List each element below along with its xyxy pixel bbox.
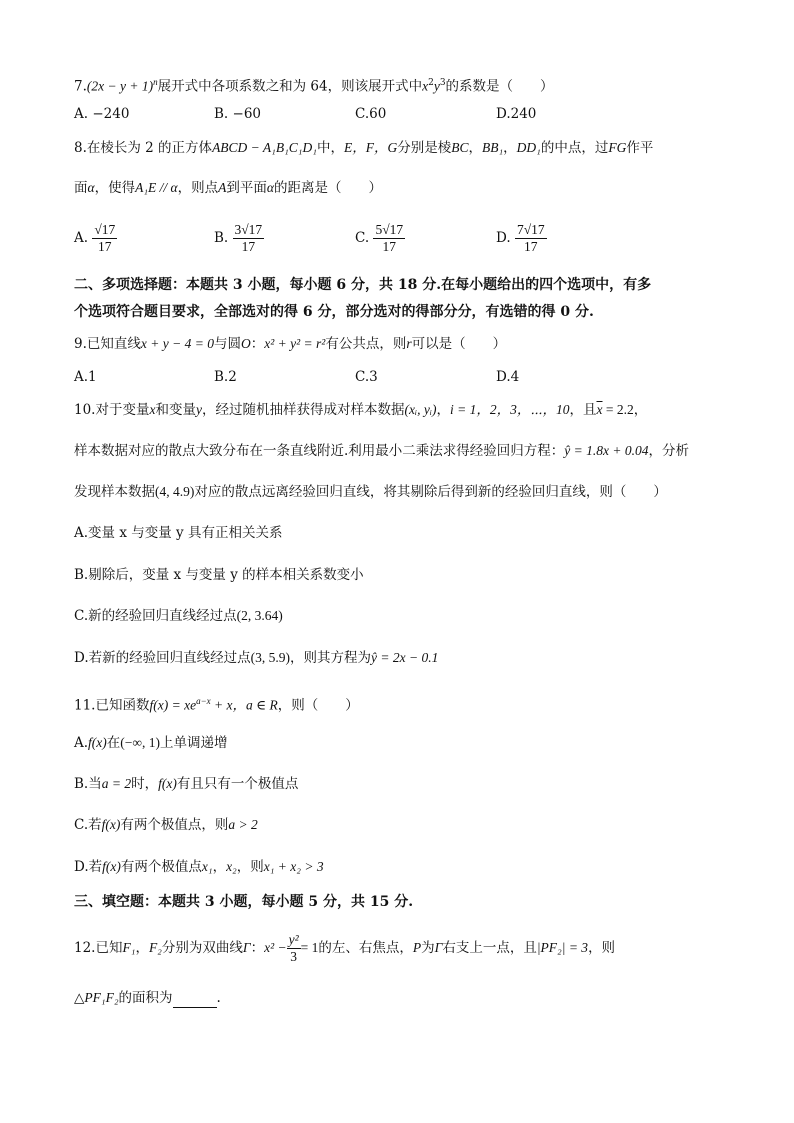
q10-pair: (xᵢ, yᵢ) xyxy=(404,402,437,417)
q9-text-4: 有公共点，则 xyxy=(325,336,407,352)
q12-text-7: ，则 xyxy=(588,940,616,956)
q11-option-b-condition: a = 2 xyxy=(101,776,132,791)
q8-alpha: α xyxy=(87,180,95,195)
q8-text-10: 的距离是（ ） xyxy=(273,180,382,196)
q12-hyperbola-fraction xyxy=(287,932,301,965)
q11-option-c-text-2: 有两个极值点，则 xyxy=(120,817,229,833)
question-7 xyxy=(74,72,554,97)
q9-text-1: 9.已知直线 xyxy=(74,336,141,352)
q11-option-a-interval: (−∞, 1) xyxy=(120,735,161,750)
q10-outlier-point: (4, 4.9) xyxy=(155,484,195,499)
q9-option-b: B.2 xyxy=(214,369,237,385)
q9-circle-equation: x² + y² = r² xyxy=(264,336,326,351)
q11-domain: a ∈ R xyxy=(246,697,278,713)
q10-text-3: ，经过随机抽样获得成对样本数据 xyxy=(201,402,405,418)
q12-triangle: △PF₁F₂ xyxy=(74,990,119,1005)
q10-option-d-point: (3, 5.9) xyxy=(250,650,291,665)
q8-points: E，F，G xyxy=(343,140,398,155)
q8-option-b-num: 3√17 xyxy=(234,222,263,237)
question-8-line-2 xyxy=(74,178,382,198)
q8-option-c-fraction xyxy=(373,222,405,255)
q12-fraction-den: 3 xyxy=(290,949,297,964)
q8-text-6: 面 xyxy=(74,180,88,196)
section-2-heading-line-2: 个选项符合题目要求，全部选对的得 6 分，部分选对的得部分分，有选错的得 0 分. xyxy=(74,304,594,320)
q12-f2: F₂ xyxy=(148,940,162,955)
q12-point-p: P xyxy=(412,940,422,955)
q8-text-4: 的中点，过 xyxy=(540,140,609,156)
q11-option-d-x1: x₁ xyxy=(201,859,213,874)
q8-option-a-fraction xyxy=(92,222,117,255)
q11-option-b-text-3: 有且只有一个极值点 xyxy=(176,776,299,792)
q11-option-d-inequality: x₁ + x₂ > 3 xyxy=(263,859,324,874)
q8-option-b-fraction xyxy=(233,222,265,255)
q9-option-a: A.1 xyxy=(74,369,97,385)
q9-option-d: D.4 xyxy=(496,369,520,385)
q10-regression: ŷ = 1.8x + 0.04 xyxy=(564,443,649,458)
q12-fraction-num: y² xyxy=(288,932,299,947)
question-10-line-2 xyxy=(74,441,689,461)
q8-point-a: A xyxy=(218,180,227,195)
q10-option-b: B.剔除后，变量 x 与变量 y 的样本相关系数变小 xyxy=(74,567,364,583)
q8-fg: FG xyxy=(608,140,627,155)
q11-option-a-text-2: 上单调递增 xyxy=(160,735,228,751)
q10-text-10: 对应的散点远离经验回归直线，将其剔除后得到新的经验回归直线，则（ ） xyxy=(194,484,667,500)
q7-term-x-exp: 2 xyxy=(428,78,434,88)
q11-option-b-text-1: B.当 xyxy=(74,776,102,792)
q9-text-3: ： xyxy=(250,336,265,352)
q11-option-c-f: f(x) xyxy=(101,817,121,832)
q7-term-y-exp: 3 xyxy=(439,78,446,88)
q10-text-5: ，且 xyxy=(569,402,597,418)
q8-option-a-num: √17 xyxy=(94,222,116,237)
q11-option-c-text-1: C.若 xyxy=(74,817,102,833)
q12-hyperbola-part-2: = 1 xyxy=(300,940,319,955)
q11-option-b-f: f(x) xyxy=(158,776,177,791)
q7-number: 7. xyxy=(74,78,87,95)
q11-option-b xyxy=(74,774,298,794)
question-12-line-2 xyxy=(74,988,221,1008)
q7-expression: (2x − y + 1) xyxy=(86,78,154,94)
q9-circle-name: O xyxy=(240,336,251,351)
q11-option-d-text-2: 有两个极值点 xyxy=(120,859,202,875)
q11-option-d-sep: ， xyxy=(212,859,227,875)
q10-option-a: A.变量 x 与变量 y 具有正相关关系 xyxy=(74,525,283,541)
q10-xbar-value: = 2.2 xyxy=(602,402,634,417)
q9-text-2: 与圆 xyxy=(213,336,241,352)
q11-option-c-condition: a > 2 xyxy=(228,817,258,832)
q10-option-d xyxy=(74,648,438,668)
q8-text-1: 8.在棱长为 2 的正方体 xyxy=(74,140,213,156)
q8-cube: ABCD − A₁B₁C₁D₁ xyxy=(212,140,317,155)
q12-gamma-2: Γ xyxy=(434,940,443,955)
q10-text-2: 和变量 xyxy=(155,402,196,418)
q7-text: 展开式中各项系数之和为 64，则该展开式中 xyxy=(157,78,423,95)
q12-f1: F₁ xyxy=(122,940,136,955)
q10-text-8: ，分析 xyxy=(648,443,690,459)
q8-option-c-num: 5√17 xyxy=(375,222,404,237)
section-2-heading-line-1: 二、多项选择题：本题共 3 小题，每小题 6 分，共 18 分.在每小题给出的四个选项中，有多 xyxy=(74,277,652,293)
q8-option-c-den: 17 xyxy=(382,239,397,254)
q11-option-a-f: f(x) xyxy=(88,735,107,750)
q7-term-y: y xyxy=(433,78,440,94)
q10-option-c xyxy=(74,606,283,626)
q8-option-d-label: D. xyxy=(496,230,511,246)
q8-text-8: ，则点 xyxy=(177,180,219,196)
answer-blank[interactable] xyxy=(173,993,217,1008)
q8-option-a-label: A. xyxy=(74,230,89,246)
q8-sep-2: ， xyxy=(503,140,517,156)
q7-option-a: A. −240 xyxy=(74,106,130,122)
q12-text-2: 分别为双曲线 xyxy=(161,940,243,956)
q10-option-c-point: (2, 3.64) xyxy=(236,608,283,623)
question-10-line-1 xyxy=(74,400,647,420)
q11-option-a-text-1: 在 xyxy=(106,735,121,751)
q7-option-d: D.240 xyxy=(496,106,537,122)
q10-text-6: ， xyxy=(633,402,648,418)
q8-option-c-label: C. xyxy=(355,230,370,246)
q8-sep-1: ， xyxy=(468,140,482,156)
q9-option-c: C.3 xyxy=(355,369,378,385)
q11-option-b-text-2: 时， xyxy=(131,776,159,792)
q8-option-d-fraction xyxy=(515,222,547,255)
q12-text-1: 12.已知 xyxy=(74,940,123,956)
q8-edge-dd1: DD₁ xyxy=(516,140,541,155)
q12-period: . xyxy=(216,990,221,1006)
q11-exponent: a−x xyxy=(196,696,211,706)
q10-text-9: 发现样本数据 xyxy=(74,484,155,500)
q10-var-y: y xyxy=(195,402,202,417)
q11-text-2: ，则（ ） xyxy=(277,697,359,714)
q10-text-1: 10.对于变量 xyxy=(74,402,150,418)
section-3-heading: 三、填空题：本题共 3 小题，每小题 5 分，共 15 分. xyxy=(74,894,414,910)
question-12-line-1 xyxy=(74,932,615,965)
q10-option-d-text-1: D.若新的经验回归直线经过点 xyxy=(74,650,251,666)
q8-text-5: 作平 xyxy=(626,140,654,156)
q8-edge-bc: BC xyxy=(451,140,469,155)
q9-r: r xyxy=(406,336,412,351)
q12-text-6: 右支上一点，且 xyxy=(442,940,537,956)
q11-option-d-f: f(x) xyxy=(102,859,121,874)
q8-option-b-label: B. xyxy=(214,230,229,246)
q10-text-7: 样本数据对应的散点大致分布在一条直线附近.利用最小二乘法求得经验回归方程： xyxy=(74,443,565,459)
q8-option-a xyxy=(74,222,117,255)
q9-text-5: 可以是（ ） xyxy=(411,336,507,352)
question-11 xyxy=(74,691,359,716)
q12-sep: ， xyxy=(135,940,149,956)
q10-xbar: $\overline{x}$ xyxy=(596,402,603,417)
q12-text-5: 为 xyxy=(421,940,435,956)
q11-option-d-text-3: ，则 xyxy=(236,859,264,875)
q12-text-4: 的左、右焦点， xyxy=(318,940,413,956)
q7-option-b: B. −60 xyxy=(214,106,261,122)
q8-option-d-den: 17 xyxy=(524,239,538,254)
q12-hyperbola-part-1: x² − xyxy=(264,940,287,955)
q12-gamma: Γ xyxy=(242,940,251,955)
q11-option-d-text-1: D.若 xyxy=(74,859,103,875)
q7-option-c: C.60 xyxy=(355,106,387,122)
q7-term-x: x xyxy=(422,78,429,94)
q8-parallel: A₁E // α xyxy=(135,180,178,195)
q11-option-a xyxy=(74,733,228,753)
q8-option-b-den: 17 xyxy=(241,239,256,254)
q10-option-d-text-2: ，则其方程为 xyxy=(290,650,372,666)
q8-option-a-den: 17 xyxy=(98,239,112,254)
q8-option-d xyxy=(496,222,547,255)
q9-line-equation: x + y − 4 = 0 xyxy=(140,336,214,351)
q7-tail: 的系数是（ ） xyxy=(445,78,554,95)
q10-option-d-equation: ŷ = 2x − 0.1 xyxy=(371,650,439,665)
q11-option-d-x2: x₂ xyxy=(226,859,237,874)
q8-option-b xyxy=(214,222,264,255)
q7-exponent: n xyxy=(153,77,158,87)
q8-text-9: 到平面 xyxy=(226,180,267,196)
q8-text-7: ，使得 xyxy=(94,180,136,196)
q11-option-c xyxy=(74,815,258,835)
q10-option-c-text: C.新的经验回归直线经过点 xyxy=(74,608,237,624)
q10-text-4: ， xyxy=(436,402,450,418)
q11-function: f(x) = xe xyxy=(149,697,197,713)
q12-text-8: 的面积为 xyxy=(118,990,173,1006)
q10-index-range: i = 1，2，3，⋯，10 xyxy=(449,402,570,417)
q12-distance: |PF₂| = 3 xyxy=(536,940,589,955)
question-8-line-1 xyxy=(74,138,653,158)
q11-plus-x: + x， xyxy=(210,697,246,713)
q10-var-x: x xyxy=(149,402,156,417)
q8-text-2: 中， xyxy=(316,140,344,156)
q8-option-c xyxy=(355,222,405,255)
q8-text-3: 分别是棱 xyxy=(397,140,452,156)
q8-option-d-num: 7√17 xyxy=(516,222,545,237)
q11-text-1: 11.已知函数 xyxy=(74,697,150,714)
q11-option-a-label: A. xyxy=(74,735,89,751)
q8-edge-bb1: BB₁ xyxy=(481,140,504,155)
question-10-line-3 xyxy=(74,482,667,502)
q12-text-3: ： xyxy=(250,940,265,956)
q8-alpha-2: α xyxy=(266,180,274,195)
q11-option-d xyxy=(74,857,324,877)
question-9 xyxy=(74,334,506,354)
